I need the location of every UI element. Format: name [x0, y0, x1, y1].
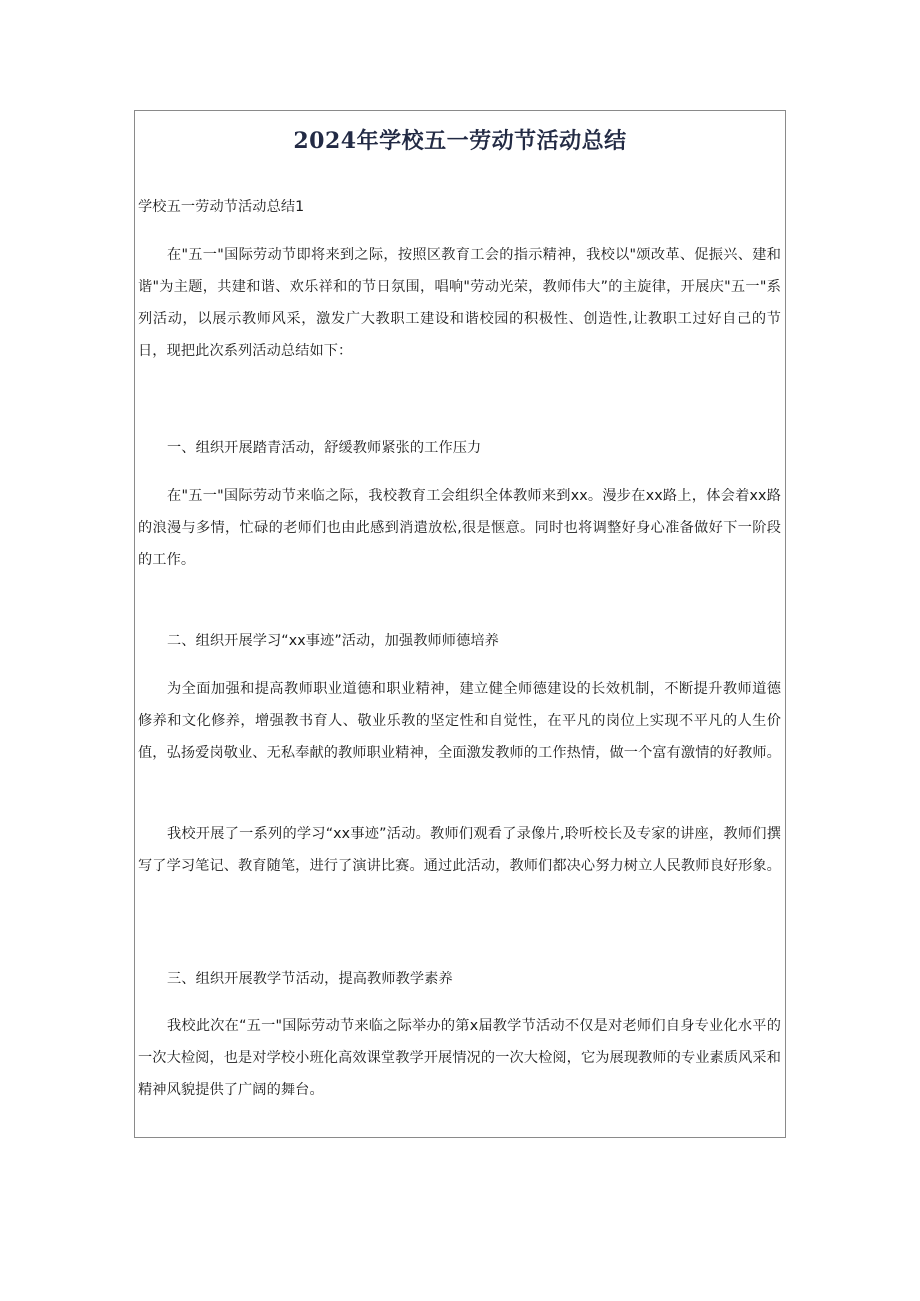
paragraph-section-3: 我校此次在“五一"国际劳动节来临之际举办的第x届教学节活动不仅是对老师们自身专业化水平的一次大检阅，也是对学校小班化高效课堂教学开展情况的一次大检阅，它为展现教师的专业素质风采和精神风貌提供了广阔的舞台。: [138, 1018, 781, 1098]
paragraph-section-1: 在"五一"国际劳动节来临之际，我校教育工会组织全体教师来到xx。漫步在xx路上，体会着xx路的浪漫与多情，忙碌的老师们也由此感到消遣放松,很是惬意。同时也将调整好身心准备做好下一阶段的工作。: [138, 488, 781, 568]
paragraph-section-2b: 我校开展了一系列的学习“xx事迹”活动。教师们观看了录像片,聆听校长及专家的讲座，教师们撰写了学习笔记、教育随笔，进行了演讲比赛。通过此活动，教师们都决心努力树立人民教师良好形象。: [138, 826, 781, 874]
document-title: 2024年学校五一劳动节活动总结: [293, 128, 627, 154]
document-page: [134, 110, 786, 1138]
paragraph-intro: 在"五一"国际劳动节即将来到之际，按照区教育工会的指示精神，我校以"颂改革、促振兴、建和谐"为主题，共建和谐、欢乐祥和的节日氛围，唱响"劳动光荣，教师伟大”的主旋律，开展庆"五一"系列活动，以展示教师风采，激发广大教职工建设和谐校园的积极性、创造性,让教职工过好自己的节日，现把此次系列活动总结如下：: [138, 247, 781, 359]
document-subtitle: 学校五一劳动节活动总结1: [138, 199, 305, 215]
section-heading-1: 一、组织开展踏青活动，舒缓教师紧张的工作压力: [167, 440, 482, 456]
paragraph-section-2a: 为全面加强和提高教师职业道德和职业精神，建立健全师德建设的长效机制，不断提升教师道德修养和文化修养，增强教书育人、敬业乐教的坚定性和自觉性，在平凡的岗位上实现不平凡的人生价值，弘扬爱岗敬业、无私奉献的教师职业精神，全面激发教师的工作热情，做一个富有激情的好教师。: [138, 681, 781, 761]
section-heading-3: 三、组织开展教学节活动，提高教师教学素养: [167, 971, 453, 987]
section-heading-2: 二、组织开展学习“xx事迹”活动，加强教师师德培养: [167, 633, 499, 649]
